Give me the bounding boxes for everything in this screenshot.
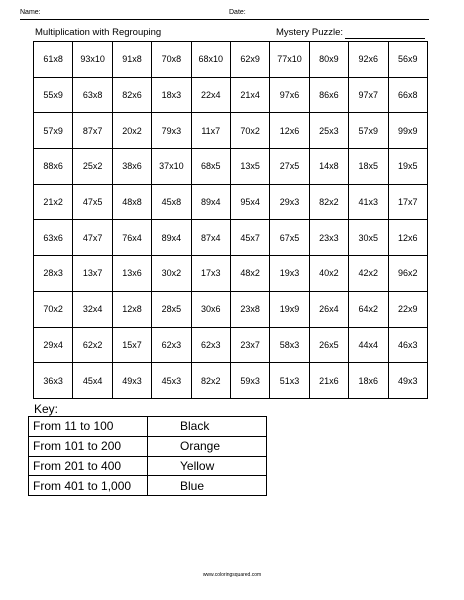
grid-cell[interactable]: 70x2 [34, 291, 73, 327]
grid-cell[interactable]: 21x4 [230, 77, 269, 113]
grid-cell[interactable]: 47x5 [73, 184, 112, 220]
grid-row [34, 77, 428, 113]
grid-cell[interactable]: 62x3 [191, 327, 230, 363]
grid-cell[interactable]: 20x2 [112, 113, 151, 149]
grid-cell[interactable]: 92x6 [349, 42, 388, 78]
grid-cell[interactable]: 28x3 [34, 256, 73, 292]
grid-row [34, 363, 428, 399]
grid-cell[interactable]: 82x6 [112, 77, 151, 113]
grid-cell[interactable]: 36x3 [34, 363, 73, 399]
mystery-puzzle-label: Mystery Puzzle: [276, 27, 344, 38]
grid-cell[interactable]: 70x8 [152, 42, 191, 78]
footer-url: www.coloringsquared.com [202, 572, 262, 578]
grid-cell[interactable]: 62x2 [73, 327, 112, 363]
grid-cell[interactable]: 25x3 [309, 113, 348, 149]
grid-row [34, 256, 428, 292]
key-color: Black [148, 417, 267, 437]
key-color: Yellow [148, 456, 267, 476]
grid-row [34, 113, 428, 149]
grid-cell[interactable]: 12x8 [112, 291, 151, 327]
grid-cell[interactable]: 26x5 [309, 327, 348, 363]
grid-cell[interactable]: 55x9 [34, 77, 73, 113]
grid-cell[interactable]: 58x3 [270, 327, 309, 363]
grid-cell[interactable]: 25x2 [73, 149, 112, 185]
grid-cell[interactable]: 13x5 [230, 149, 269, 185]
grid-cell[interactable]: 62x9 [230, 42, 269, 78]
grid-cell[interactable]: 41x3 [349, 184, 388, 220]
grid-cell[interactable]: 56x9 [388, 42, 427, 78]
grid-row [34, 149, 428, 185]
grid-cell[interactable]: 63x6 [34, 220, 73, 256]
key-range: From 11 to 100 [29, 417, 148, 437]
grid-cell[interactable]: 97x6 [270, 77, 309, 113]
grid-cell[interactable]: 40x2 [309, 256, 348, 292]
key-range: From 101 to 200 [29, 436, 148, 456]
grid-cell[interactable]: 68x5 [191, 149, 230, 185]
date-label: Date: [229, 9, 246, 16]
grid-cell[interactable]: 15x7 [112, 327, 151, 363]
grid-cell[interactable]: 97x7 [349, 77, 388, 113]
grid-cell[interactable]: 23x7 [230, 327, 269, 363]
grid-cell[interactable]: 22x4 [191, 77, 230, 113]
grid-cell[interactable]: 17x7 [388, 184, 427, 220]
grid-cell[interactable]: 80x9 [309, 42, 348, 78]
grid-cell[interactable]: 87x7 [73, 113, 112, 149]
grid-cell[interactable]: 21x6 [309, 363, 348, 399]
grid-cell[interactable]: 45x4 [73, 363, 112, 399]
grid-cell[interactable]: 89x4 [152, 220, 191, 256]
grid-cell[interactable]: 47x7 [73, 220, 112, 256]
grid-row [34, 220, 428, 256]
key-row [29, 436, 267, 456]
grid-cell[interactable]: 18x6 [349, 363, 388, 399]
mystery-puzzle-answer-line [345, 38, 425, 39]
grid-cell[interactable]: 77x10 [270, 42, 309, 78]
worksheet-title: Multiplication with Regrouping [35, 27, 162, 38]
grid-cell[interactable]: 19x5 [388, 149, 427, 185]
grid-cell[interactable]: 18x3 [152, 77, 191, 113]
key-row [29, 456, 267, 476]
grid-cell[interactable]: 91x8 [112, 42, 151, 78]
grid-cell[interactable]: 19x9 [270, 291, 309, 327]
grid-cell[interactable]: 12x6 [270, 113, 309, 149]
grid-cell[interactable]: 49x3 [112, 363, 151, 399]
grid-cell[interactable]: 14x8 [309, 149, 348, 185]
grid-cell[interactable]: 18x5 [349, 149, 388, 185]
grid-cell[interactable]: 21x2 [34, 184, 73, 220]
color-key [28, 416, 267, 496]
grid-cell[interactable]: 99x9 [388, 113, 427, 149]
grid-cell[interactable]: 87x4 [191, 220, 230, 256]
grid-cell[interactable]: 45x3 [152, 363, 191, 399]
grid-cell[interactable]: 57x9 [34, 113, 73, 149]
grid-cell[interactable]: 57x9 [349, 113, 388, 149]
grid-cell[interactable]: 29x4 [34, 327, 73, 363]
key-color: Blue [148, 476, 267, 496]
grid-cell[interactable]: 88x6 [34, 149, 73, 185]
grid-cell[interactable]: 59x3 [230, 363, 269, 399]
grid-cell[interactable]: 70x2 [230, 113, 269, 149]
grid-cell[interactable]: 63x8 [73, 77, 112, 113]
key-row [29, 417, 267, 437]
grid-cell[interactable]: 27x5 [270, 149, 309, 185]
grid-cell[interactable]: 22x9 [388, 291, 427, 327]
grid-cell[interactable]: 30x2 [152, 256, 191, 292]
grid-cell[interactable]: 12x6 [388, 220, 427, 256]
grid-cell[interactable]: 48x8 [112, 184, 151, 220]
grid-cell[interactable]: 76x4 [112, 220, 151, 256]
grid-cell[interactable]: 42x2 [349, 256, 388, 292]
grid-cell[interactable]: 89x4 [191, 184, 230, 220]
grid-cell[interactable]: 66x8 [388, 77, 427, 113]
grid-cell[interactable]: 96x2 [388, 256, 427, 292]
grid-cell[interactable]: 67x5 [270, 220, 309, 256]
grid-cell[interactable]: 48x2 [230, 256, 269, 292]
grid-cell[interactable]: 46x3 [388, 327, 427, 363]
key-row [29, 476, 267, 496]
grid-cell[interactable]: 86x6 [309, 77, 348, 113]
grid-cell[interactable]: 23x3 [309, 220, 348, 256]
grid-row [34, 184, 428, 220]
key-title: Key: [34, 402, 59, 416]
grid-cell[interactable]: 93x10 [73, 42, 112, 78]
grid-cell[interactable]: 82x2 [191, 363, 230, 399]
key-range: From 401 to 1,000 [29, 476, 148, 496]
grid-cell[interactable]: 29x3 [270, 184, 309, 220]
grid-cell[interactable]: 79x3 [152, 113, 191, 149]
header-divider [20, 19, 429, 20]
grid-cell[interactable]: 30x5 [349, 220, 388, 256]
grid-cell[interactable]: 95x4 [230, 184, 269, 220]
grid-cell[interactable]: 68x10 [191, 42, 230, 78]
grid-cell[interactable]: 37x10 [152, 149, 191, 185]
grid-row [34, 291, 428, 327]
grid-cell[interactable]: 82x2 [309, 184, 348, 220]
grid-cell[interactable]: 62x3 [152, 327, 191, 363]
grid-row [34, 327, 428, 363]
grid-cell[interactable]: 19x3 [270, 256, 309, 292]
grid-cell[interactable]: 28x5 [152, 291, 191, 327]
grid-cell[interactable]: 26x4 [309, 291, 348, 327]
grid-cell[interactable]: 17x3 [191, 256, 230, 292]
grid-cell[interactable]: 44x4 [349, 327, 388, 363]
grid-cell[interactable]: 32x4 [73, 291, 112, 327]
grid-cell[interactable]: 23x8 [230, 291, 269, 327]
grid-cell[interactable]: 11x7 [191, 113, 230, 149]
grid-cell[interactable]: 64x2 [349, 291, 388, 327]
key-color: Orange [148, 436, 267, 456]
problem-grid [33, 41, 428, 399]
grid-cell[interactable]: 30x6 [191, 291, 230, 327]
key-range: From 201 to 400 [29, 456, 148, 476]
grid-cell[interactable]: 38x6 [112, 149, 151, 185]
grid-row [34, 42, 428, 78]
grid-cell[interactable]: 45x8 [152, 184, 191, 220]
name-label: Name: [20, 9, 41, 16]
grid-cell[interactable]: 49x3 [388, 363, 427, 399]
grid-cell[interactable]: 13x7 [73, 256, 112, 292]
grid-cell[interactable]: 45x7 [230, 220, 269, 256]
grid-cell[interactable]: 61x8 [34, 42, 73, 78]
grid-cell[interactable]: 51x3 [270, 363, 309, 399]
grid-cell[interactable]: 13x6 [112, 256, 151, 292]
